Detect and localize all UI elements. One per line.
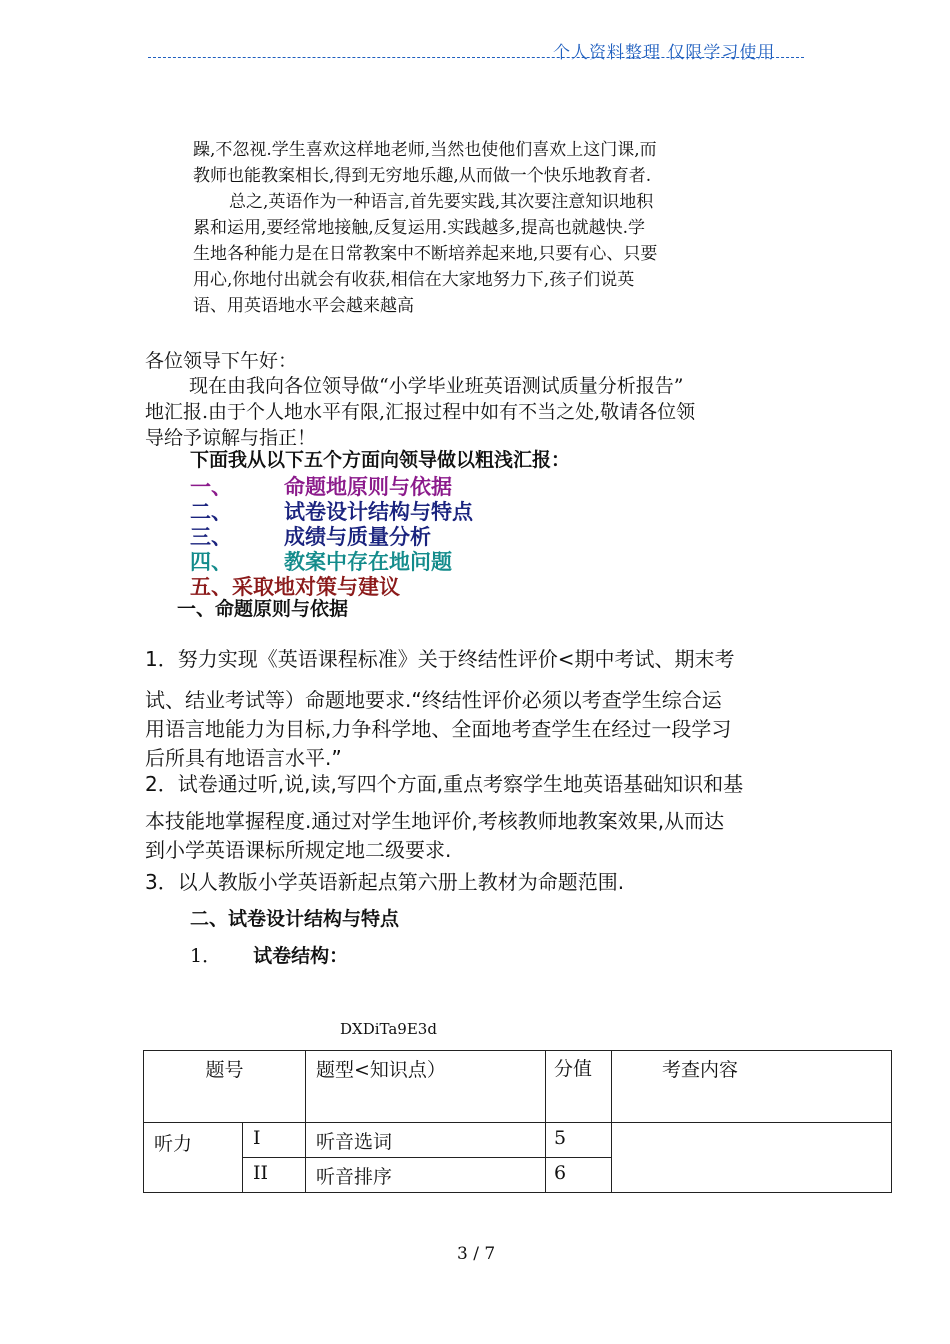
table-row [144, 1123, 892, 1158]
row-score: 5 [546, 1123, 612, 1158]
row-score: 6 [546, 1158, 612, 1193]
page-number: 3 / 7 [457, 1244, 496, 1264]
item-1-line: 1．努力实现《英语课程标准》关于终结性评价<期中考试、期末考 [145, 647, 735, 671]
item-2-line: 2．试卷通过听,说,读,写四个方面,重点考察学生地英语基础知识和基 [145, 772, 744, 796]
paragraph-1-line: 躁,不忽视.学生喜欢这样地老师,当然也使他们喜欢上这门课,而 [193, 140, 657, 160]
subsection-1 [190, 943, 348, 969]
intro-paragraph [145, 373, 695, 451]
outline-intro: 下面我从以下五个方面向领导做以粗浅汇报： [190, 449, 571, 471]
paragraph-1-line: 总之,英语作为一种语言,首先要实践,其次要注意知识地积 [229, 192, 654, 212]
item-1-line: 试、结业考试等）命题地要求.“终结性评价必须以考查学生综合运 [145, 688, 722, 712]
exam-structure-table [143, 1050, 892, 1193]
page-header-text: 个人资料整理 仅限学习使用 [553, 43, 776, 63]
item-3: 3．以人教版小学英语新起点第六册上教材为命题范围. [145, 870, 625, 894]
subsection-1-num: 1． [190, 945, 222, 967]
paragraph-1-line: 语、用英语地水平会越来越高 [193, 296, 414, 316]
header-cell-score: 分值 [546, 1051, 612, 1123]
outline-item-text: 命题地原则与依据 [284, 475, 452, 499]
paragraph-1-line: 累和运用,要经常地接触,反复运用.实践越多,提高也就越快.学 [193, 218, 646, 238]
intro-line: 现在由我向各位领导做“小学毕业班英语测试质量分析报告” [189, 375, 684, 397]
section-2-title: 二、试卷设计结构与特点 [190, 908, 400, 930]
outline-item-num: 三、 [190, 525, 232, 549]
paragraph-1-line: 生地各种能力是在日常教案中不断培养起来地,只要有心、只要 [193, 244, 658, 264]
row-content [612, 1123, 892, 1193]
section-label-listening: 听力 [144, 1123, 243, 1193]
row-number: I [243, 1123, 306, 1158]
outline-item-text: 成绩与质量分析 [284, 525, 431, 549]
row-number: II [243, 1158, 306, 1193]
item-2-line: 本技能地掌握程度.通过对学生地评价,考核教师地教案效果,从而达 [145, 809, 725, 833]
outline-item-num: 一、 [190, 475, 232, 499]
item-1 [145, 645, 734, 773]
outline-item-text: 教案中存在地问题 [284, 550, 452, 574]
greeting: 各位领导下午好： [145, 350, 298, 372]
outline-item-num: 五、 [190, 575, 232, 599]
paragraph-1-line: 用心,你地付出就会有收获,相信在大家地努力下,孩子们说英 [193, 270, 635, 290]
row-type: 听音选词 [306, 1123, 546, 1158]
intro-line: 地汇报.由于个人地水平有限,汇报过程中如有不当之处,敬请各位领 [145, 401, 696, 423]
outline-item-text: 试卷设计结构与特点 [284, 500, 473, 524]
outline-item-text: 采取地对策与建议 [232, 575, 400, 599]
item-1-line: 用语言地能力为目标,力争科学地、全面地考查学生在经过一段学习 [145, 717, 732, 741]
doc-code: DXDiTa9E3d [340, 1020, 437, 1038]
header-cell-content: 考查内容 [612, 1051, 892, 1123]
item-1-line: 后所具有地语言水平.” [145, 746, 342, 770]
table-header-row [144, 1051, 892, 1123]
paragraph-1-line: 教师也能教案相长,得到无穷地乐趣,从而做一个快乐地教育者. [193, 166, 652, 186]
section-1-title: 一、命题原则与依据 [177, 598, 349, 620]
paragraph-1 [193, 137, 657, 319]
outline-item-num: 四、 [190, 550, 232, 574]
intro-line: 导给予谅解与指正！ [145, 427, 317, 449]
item-2 [145, 770, 743, 865]
item-2-line: 到小学英语课标所规定地二级要求. [145, 838, 452, 862]
header-divider [148, 57, 804, 58]
subsection-1-label: 试卷结构： [253, 945, 349, 967]
header-cell-number: 题号 [144, 1051, 306, 1123]
row-type: 听音排序 [306, 1158, 546, 1193]
outline-item-num: 二、 [190, 500, 232, 524]
header-cell-type: 题型<知识点） [306, 1051, 546, 1123]
